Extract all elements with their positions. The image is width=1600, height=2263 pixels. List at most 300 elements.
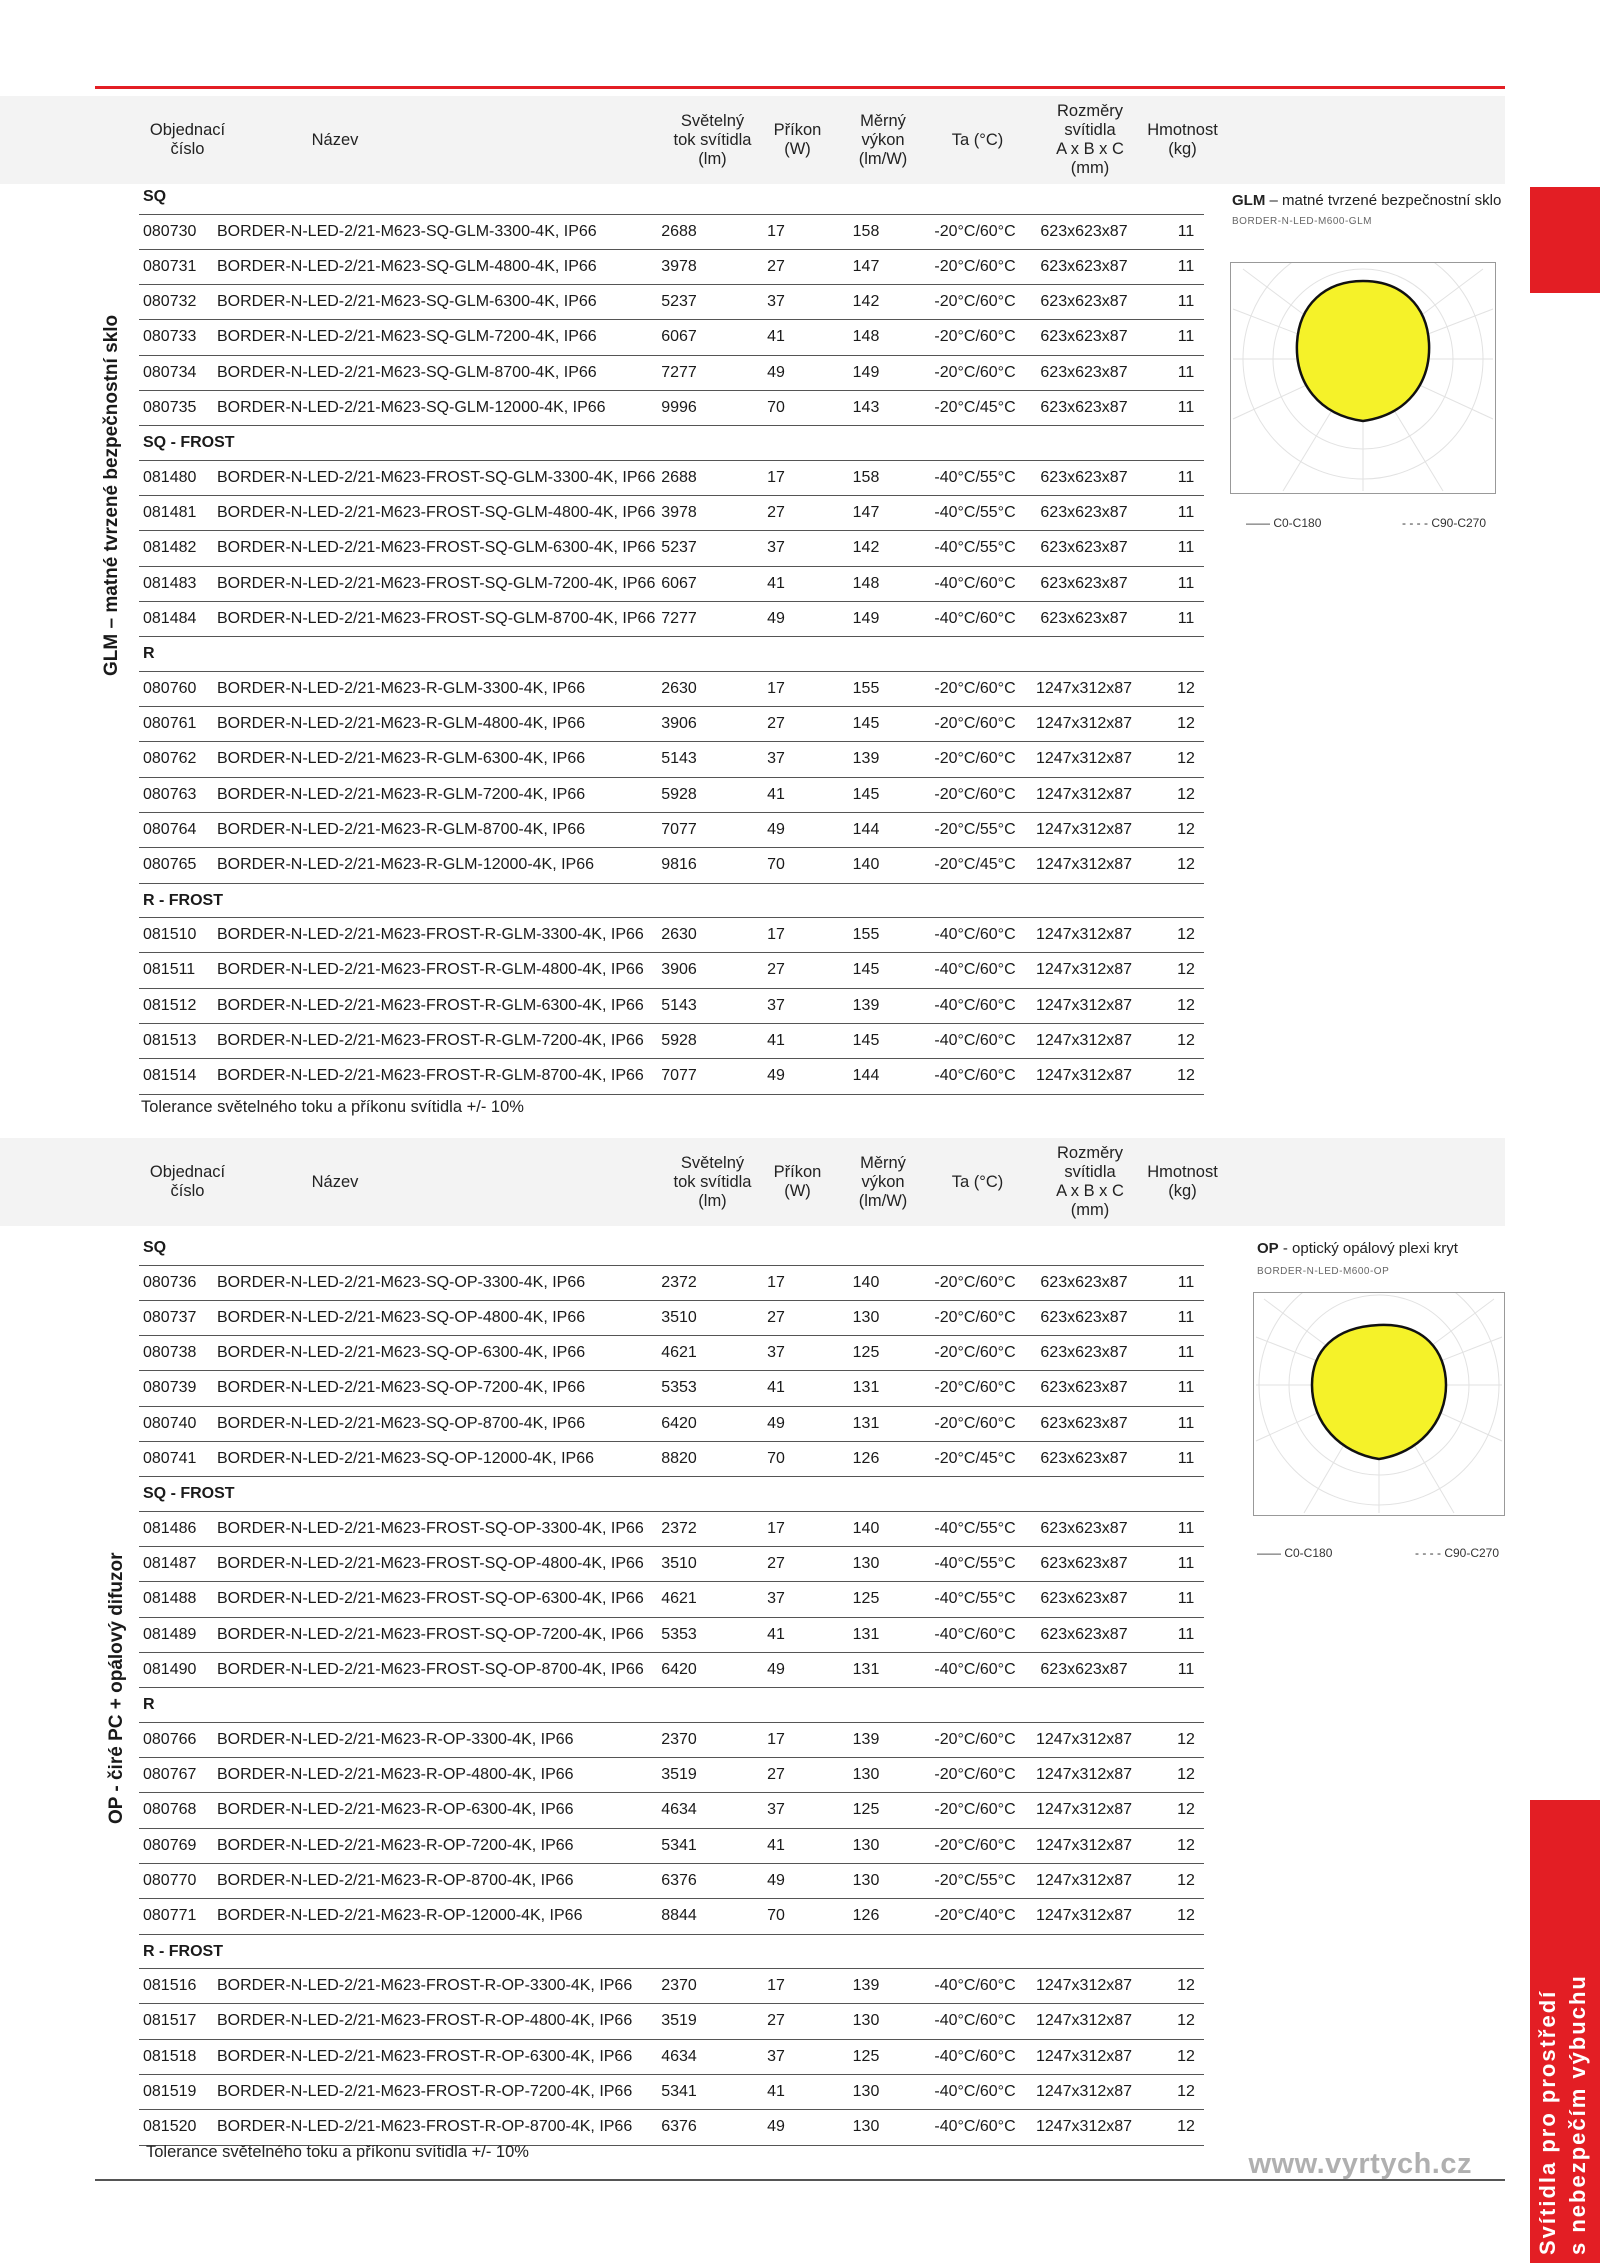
tolerance-note: Tolerance světelného toku a příkonu svítidla +/- 10% bbox=[141, 1098, 524, 1116]
ambient-temp-cell: -20°C/55°C bbox=[934, 820, 1016, 838]
efficacy-cell: 131 bbox=[852, 1414, 880, 1432]
luminous-flux-cell: 4621 bbox=[661, 1344, 697, 1362]
product-name-cell: BORDER-N-LED-2/21-M623-FROST-R-GLM-8700-4K, IP66 bbox=[217, 1067, 644, 1085]
weight-cell: 11 bbox=[1177, 1308, 1195, 1326]
dimensions-cell: 1247x312x87 bbox=[1035, 1907, 1133, 1925]
dimensions-cell: 623x623x87 bbox=[1040, 257, 1128, 275]
luminous-flux-cell: 4634 bbox=[661, 1801, 697, 1819]
weight-cell: 11 bbox=[1177, 222, 1195, 240]
luminous-flux-cell: 2370 bbox=[661, 1977, 697, 1995]
power-cell: 37 bbox=[767, 1801, 785, 1819]
efficacy-cell: 125 bbox=[852, 1590, 880, 1608]
efficacy-cell: 140 bbox=[852, 856, 880, 874]
order-code-cell: 081482 bbox=[143, 539, 197, 557]
efficacy-cell: 145 bbox=[852, 961, 880, 979]
col-ta-header: Ta (°C) bbox=[951, 1172, 1004, 1191]
efficacy-cell: 126 bbox=[852, 1907, 880, 1925]
ambient-temp-cell: -40°C/60°C bbox=[934, 926, 1016, 944]
product-name-cell: BORDER-N-LED-2/21-M623-SQ-OP-4800-4K, IP66 bbox=[217, 1308, 586, 1326]
ambient-temp-cell: -20°C/60°C bbox=[934, 1836, 1016, 1854]
product-name-cell: BORDER-N-LED-2/21-M623-FROST-SQ-OP-6300-4K, IP66 bbox=[217, 1590, 644, 1608]
power-cell: 70 bbox=[767, 1907, 785, 1925]
power-cell: 27 bbox=[767, 715, 785, 733]
table-row bbox=[139, 1301, 1204, 1336]
tolerance-note: Tolerance světelného toku a příkonu svítidla +/- 10% bbox=[146, 2143, 529, 2161]
weight-cell: 11 bbox=[1177, 1449, 1195, 1467]
dimensions-cell: 623x623x87 bbox=[1040, 1308, 1128, 1326]
table-row bbox=[139, 1864, 1204, 1899]
table-row bbox=[139, 1582, 1204, 1617]
weight-cell: 12 bbox=[1177, 2118, 1195, 2136]
order-code-cell: 080769 bbox=[143, 1836, 197, 1854]
panel-title-bold: GLM bbox=[1232, 192, 1266, 209]
power-cell: 17 bbox=[767, 926, 785, 944]
luminous-flux-cell: 5928 bbox=[661, 1031, 697, 1049]
order-code-cell: 080762 bbox=[143, 750, 197, 768]
weight-cell: 11 bbox=[1177, 257, 1195, 275]
efficacy-cell: 130 bbox=[852, 2082, 880, 2100]
power-cell: 27 bbox=[767, 1766, 785, 1784]
weight-cell: 12 bbox=[1177, 1871, 1195, 1889]
product-name-cell: BORDER-N-LED-2/21-M623-SQ-GLM-4800-4K, IP66 bbox=[217, 257, 597, 275]
power-cell: 49 bbox=[767, 1414, 785, 1432]
power-cell: 49 bbox=[767, 1871, 785, 1889]
efficacy-cell: 139 bbox=[852, 996, 880, 1014]
product-name-cell: BORDER-N-LED-2/21-M623-SQ-GLM-12000-4K, IP66 bbox=[217, 398, 606, 416]
group-header bbox=[139, 426, 1204, 461]
efficacy-cell: 149 bbox=[852, 363, 880, 381]
product-name-cell: BORDER-N-LED-2/21-M623-R-OP-6300-4K, IP66 bbox=[217, 1801, 574, 1819]
luminous-flux-cell: 5341 bbox=[661, 2082, 697, 2100]
dimensions-cell: 1247x312x87 bbox=[1035, 1801, 1133, 1819]
luminous-flux-cell: 2630 bbox=[661, 926, 697, 944]
polar-panel-glm bbox=[1232, 190, 1502, 227]
table-row bbox=[139, 953, 1204, 988]
col-efficacy-header: Měrný výkon (lm/W) bbox=[858, 111, 908, 168]
product-name-cell: BORDER-N-LED-2/21-M623-R-OP-4800-4K, IP66 bbox=[217, 1766, 574, 1784]
dimensions-cell: 623x623x87 bbox=[1040, 504, 1128, 522]
ambient-temp-cell: -40°C/60°C bbox=[934, 2082, 1016, 2100]
group-header bbox=[139, 180, 1204, 215]
table-row bbox=[139, 848, 1204, 883]
ambient-temp-cell: -20°C/60°C bbox=[934, 257, 1016, 275]
table-row bbox=[139, 989, 1204, 1024]
order-code-cell: 080763 bbox=[143, 785, 197, 803]
product-name-cell: BORDER-N-LED-2/21-M623-R-GLM-4800-4K, IP66 bbox=[217, 715, 586, 733]
power-cell: 37 bbox=[767, 1344, 785, 1362]
weight-cell: 11 bbox=[1177, 1660, 1195, 1678]
luminous-flux-cell: 7077 bbox=[661, 820, 697, 838]
table-header-op bbox=[0, 1138, 1505, 1226]
product-name-cell: BORDER-N-LED-2/21-M623-FROST-R-OP-4800-4K, IP66 bbox=[217, 2012, 633, 2030]
product-name-cell: BORDER-N-LED-2/21-M623-SQ-GLM-6300-4K, IP66 bbox=[217, 293, 597, 311]
efficacy-cell: 142 bbox=[852, 539, 880, 557]
table-row bbox=[139, 1618, 1204, 1653]
product-name-cell: BORDER-N-LED-2/21-M623-R-OP-7200-4K, IP66 bbox=[217, 1836, 574, 1854]
order-code-cell: 080761 bbox=[143, 715, 197, 733]
order-code-cell: 080740 bbox=[143, 1414, 197, 1432]
col-flux-header: Světelný tok svítidla (lm) bbox=[673, 111, 752, 168]
table-row bbox=[139, 2110, 1204, 2145]
dimensions-cell: 1247x312x87 bbox=[1035, 2118, 1133, 2136]
power-cell: 17 bbox=[767, 222, 785, 240]
product-name-cell: BORDER-N-LED-2/21-M623-SQ-GLM-7200-4K, IP66 bbox=[217, 328, 597, 346]
efficacy-cell: 130 bbox=[852, 2118, 880, 2136]
product-name-cell: BORDER-N-LED-2/21-M623-SQ-GLM-3300-4K, IP66 bbox=[217, 222, 597, 240]
luminous-flux-cell: 2688 bbox=[661, 468, 697, 486]
power-cell: 27 bbox=[767, 257, 785, 275]
luminous-flux-cell: 5353 bbox=[661, 1379, 697, 1397]
ambient-temp-cell: -20°C/45°C bbox=[934, 856, 1016, 874]
ambient-temp-cell: -20°C/60°C bbox=[934, 679, 1016, 697]
table-row bbox=[139, 1512, 1204, 1547]
weight-cell: 12 bbox=[1177, 996, 1195, 1014]
power-cell: 49 bbox=[767, 820, 785, 838]
weight-cell: 12 bbox=[1177, 785, 1195, 803]
weight-cell: 11 bbox=[1177, 504, 1195, 522]
ambient-temp-cell: -20°C/60°C bbox=[934, 1308, 1016, 1326]
side-red-tab-top bbox=[1530, 187, 1600, 293]
luminous-flux-cell: 2630 bbox=[661, 679, 697, 697]
luminous-flux-cell: 6420 bbox=[661, 1660, 697, 1678]
efficacy-cell: 144 bbox=[852, 820, 880, 838]
weight-cell: 12 bbox=[1177, 2082, 1195, 2100]
ambient-temp-cell: -40°C/60°C bbox=[934, 609, 1016, 627]
group-header bbox=[139, 637, 1204, 672]
dimensions-cell: 623x623x87 bbox=[1040, 1344, 1128, 1362]
group-header bbox=[139, 1231, 1204, 1266]
side-tab-text: Svítidla pro prostředí s nebezpečím výbuchu bbox=[1535, 1974, 1590, 2255]
efficacy-cell: 139 bbox=[852, 1977, 880, 1995]
efficacy-cell: 143 bbox=[852, 398, 880, 416]
weight-cell: 12 bbox=[1177, 1836, 1195, 1854]
col-dims-header: Rozměry svítidla A x B x C (mm) bbox=[1056, 1144, 1124, 1219]
weight-cell: 12 bbox=[1177, 1730, 1195, 1748]
table-row bbox=[139, 2004, 1204, 2039]
product-name-cell: BORDER-N-LED-2/21-M623-FROST-SQ-GLM-3300-4K, IP66 bbox=[217, 468, 656, 486]
luminous-flux-cell: 7277 bbox=[661, 609, 697, 627]
table-header-glm bbox=[0, 96, 1505, 184]
efficacy-cell: 142 bbox=[852, 293, 880, 311]
efficacy-cell: 155 bbox=[852, 926, 880, 944]
ambient-temp-cell: -40°C/55°C bbox=[934, 539, 1016, 557]
ambient-temp-cell: -40°C/55°C bbox=[934, 1519, 1016, 1537]
dimensions-cell: 623x623x87 bbox=[1040, 293, 1128, 311]
ambient-temp-cell: -40°C/60°C bbox=[934, 2047, 1016, 2065]
section-label-op: OP - čiré PC + opálový difuzor bbox=[106, 1552, 127, 1824]
table-row bbox=[139, 1899, 1204, 1934]
product-name-cell: BORDER-N-LED-2/21-M623-R-GLM-12000-4K, IP66 bbox=[217, 856, 595, 874]
table-row bbox=[139, 215, 1204, 250]
weight-cell: 12 bbox=[1177, 2047, 1195, 2065]
efficacy-cell: 145 bbox=[852, 1031, 880, 1049]
luminous-flux-cell: 5353 bbox=[661, 1625, 697, 1643]
efficacy-cell: 140 bbox=[852, 1273, 880, 1291]
dimensions-cell: 623x623x87 bbox=[1040, 1414, 1128, 1432]
dimensions-cell: 1247x312x87 bbox=[1035, 926, 1133, 944]
weight-cell: 11 bbox=[1177, 1414, 1195, 1432]
product-name-cell: BORDER-N-LED-2/21-M623-FROST-SQ-OP-4800-4K, IP66 bbox=[217, 1555, 644, 1573]
dimensions-cell: 623x623x87 bbox=[1040, 468, 1128, 486]
ambient-temp-cell: -20°C/60°C bbox=[934, 1801, 1016, 1819]
order-code-cell: 081518 bbox=[143, 2047, 197, 2065]
col-dims-header: Rozměry svítidla A x B x C (mm) bbox=[1056, 102, 1124, 177]
luminous-flux-cell: 6376 bbox=[661, 2118, 697, 2136]
product-name-cell: BORDER-N-LED-2/21-M623-SQ-OP-7200-4K, IP66 bbox=[217, 1379, 586, 1397]
order-code-cell: 080768 bbox=[143, 1801, 197, 1819]
efficacy-cell: 130 bbox=[852, 1555, 880, 1573]
weight-cell: 12 bbox=[1177, 820, 1195, 838]
ambient-temp-cell: -40°C/60°C bbox=[934, 1625, 1016, 1643]
order-code-cell: 080734 bbox=[143, 363, 197, 381]
dimensions-cell: 1247x312x87 bbox=[1035, 750, 1133, 768]
order-code-cell: 080767 bbox=[143, 1766, 197, 1784]
product-name-cell: BORDER-N-LED-2/21-M623-R-OP-8700-4K, IP66 bbox=[217, 1871, 574, 1889]
efficacy-cell: 130 bbox=[852, 1766, 880, 1784]
order-code-cell: 080733 bbox=[143, 328, 197, 346]
order-code-cell: 081488 bbox=[143, 1590, 197, 1608]
dimensions-cell: 1247x312x87 bbox=[1035, 1977, 1133, 1995]
group-title: SQ bbox=[143, 1239, 167, 1256]
power-cell: 17 bbox=[767, 468, 785, 486]
power-cell: 17 bbox=[767, 1977, 785, 1995]
table-row bbox=[139, 2040, 1204, 2075]
luminous-flux-cell: 3510 bbox=[661, 1555, 697, 1573]
efficacy-cell: 155 bbox=[852, 679, 880, 697]
dimensions-cell: 1247x312x87 bbox=[1035, 856, 1133, 874]
dimensions-cell: 623x623x87 bbox=[1040, 222, 1128, 240]
luminous-flux-cell: 5143 bbox=[661, 996, 697, 1014]
order-code-cell: 081511 bbox=[143, 961, 196, 979]
luminous-flux-cell: 6067 bbox=[661, 328, 697, 346]
group-title: SQ bbox=[143, 188, 167, 205]
ambient-temp-cell: -20°C/60°C bbox=[934, 1766, 1016, 1784]
table-row bbox=[139, 1758, 1204, 1793]
dimensions-cell: 623x623x87 bbox=[1040, 539, 1128, 557]
product-name-cell: BORDER-N-LED-2/21-M623-FROST-R-OP-6300-4K, IP66 bbox=[217, 2047, 633, 2065]
efficacy-cell: 125 bbox=[852, 1801, 880, 1819]
power-cell: 27 bbox=[767, 1555, 785, 1573]
order-code-cell: 081516 bbox=[143, 1977, 197, 1995]
order-code-cell: 081490 bbox=[143, 1660, 197, 1678]
order-code-cell: 080760 bbox=[143, 679, 197, 697]
dimensions-cell: 623x623x87 bbox=[1040, 1590, 1128, 1608]
dimensions-cell: 1247x312x87 bbox=[1035, 1730, 1133, 1748]
polar-chart-svg bbox=[1254, 1293, 1504, 1515]
weight-cell: 11 bbox=[1177, 1379, 1195, 1397]
efficacy-cell: 131 bbox=[852, 1379, 880, 1397]
col-code-header: Objednací číslo bbox=[149, 121, 226, 158]
order-code-cell: 081520 bbox=[143, 2118, 197, 2136]
ambient-temp-cell: -40°C/60°C bbox=[934, 1660, 1016, 1678]
group-header bbox=[139, 1935, 1204, 1970]
luminous-flux-cell: 2372 bbox=[661, 1519, 697, 1537]
col-power-header: Příkon (W) bbox=[773, 1163, 822, 1200]
luminous-flux-cell: 4621 bbox=[661, 1590, 697, 1608]
group-header bbox=[139, 884, 1204, 919]
ambient-temp-cell: -20°C/40°C bbox=[934, 1907, 1016, 1925]
power-cell: 41 bbox=[767, 1625, 785, 1643]
ambient-temp-cell: -20°C/60°C bbox=[934, 293, 1016, 311]
efficacy-cell: 131 bbox=[852, 1660, 880, 1678]
product-name-cell: BORDER-N-LED-2/21-M623-R-OP-3300-4K, IP66 bbox=[217, 1730, 574, 1748]
weight-cell: 12 bbox=[1177, 961, 1195, 979]
dimensions-cell: 623x623x87 bbox=[1040, 1379, 1128, 1397]
table-row bbox=[139, 1653, 1204, 1688]
efficacy-cell: 139 bbox=[852, 1730, 880, 1748]
ambient-temp-cell: -40°C/55°C bbox=[934, 1590, 1016, 1608]
ambient-temp-cell: -40°C/60°C bbox=[934, 961, 1016, 979]
ambient-temp-cell: -20°C/55°C bbox=[934, 1871, 1016, 1889]
col-flux-header: Světelný tok svítidla (lm) bbox=[673, 1153, 752, 1210]
weight-cell: 12 bbox=[1177, 1801, 1195, 1819]
luminous-flux-cell: 2688 bbox=[661, 222, 697, 240]
weight-cell: 11 bbox=[1177, 468, 1195, 486]
power-cell: 27 bbox=[767, 1308, 785, 1326]
polar-curve bbox=[1297, 281, 1429, 421]
weight-cell: 12 bbox=[1177, 926, 1195, 944]
luminous-flux-cell: 5237 bbox=[661, 293, 697, 311]
table-row bbox=[139, 918, 1204, 953]
table-row bbox=[139, 778, 1204, 813]
power-cell: 37 bbox=[767, 293, 785, 311]
efficacy-cell: 158 bbox=[852, 468, 880, 486]
table-row bbox=[139, 531, 1204, 566]
table-row bbox=[139, 602, 1204, 637]
power-cell: 37 bbox=[767, 539, 785, 557]
power-cell: 70 bbox=[767, 856, 785, 874]
product-name-cell: BORDER-N-LED-2/21-M623-FROST-SQ-GLM-8700-4K, IP66 bbox=[217, 609, 656, 627]
website-url[interactable]: www.vyrtych.cz bbox=[1248, 2148, 1472, 2180]
table-row bbox=[139, 1969, 1204, 2004]
product-name-cell: BORDER-N-LED-2/21-M623-FROST-SQ-OP-7200-4K, IP66 bbox=[217, 1625, 644, 1643]
power-cell: 41 bbox=[767, 785, 785, 803]
power-cell: 37 bbox=[767, 1590, 785, 1608]
dimensions-cell: 1247x312x87 bbox=[1035, 996, 1133, 1014]
product-name-cell: BORDER-N-LED-2/21-M623-R-GLM-6300-4K, IP66 bbox=[217, 750, 586, 768]
power-cell: 41 bbox=[767, 1379, 785, 1397]
efficacy-cell: 140 bbox=[852, 1519, 880, 1537]
product-name-cell: BORDER-N-LED-2/21-M623-FROST-SQ-GLM-7200-4K, IP66 bbox=[217, 574, 656, 592]
group-title: SQ - FROST bbox=[143, 434, 235, 452]
power-cell: 27 bbox=[767, 961, 785, 979]
power-cell: 70 bbox=[767, 1449, 785, 1467]
efficacy-cell: 125 bbox=[852, 1344, 880, 1362]
weight-cell: 11 bbox=[1177, 1555, 1195, 1573]
dimensions-cell: 1247x312x87 bbox=[1035, 820, 1133, 838]
product-name-cell: BORDER-N-LED-2/21-M623-R-OP-12000-4K, IP66 bbox=[217, 1907, 583, 1925]
weight-cell: 12 bbox=[1177, 856, 1195, 874]
power-cell: 70 bbox=[767, 398, 785, 416]
luminous-flux-cell: 2370 bbox=[661, 1730, 697, 1748]
power-cell: 17 bbox=[767, 1730, 785, 1748]
luminous-flux-cell: 9816 bbox=[661, 856, 697, 874]
order-code-cell: 081519 bbox=[143, 2082, 197, 2100]
product-name-cell: BORDER-N-LED-2/21-M623-FROST-R-OP-8700-4K, IP66 bbox=[217, 2118, 633, 2136]
weight-cell: 11 bbox=[1177, 398, 1195, 416]
product-name-cell: BORDER-N-LED-2/21-M623-R-GLM-7200-4K, IP66 bbox=[217, 785, 586, 803]
table-row bbox=[139, 1793, 1204, 1828]
ambient-temp-cell: -40°C/55°C bbox=[934, 504, 1016, 522]
table-row bbox=[139, 1336, 1204, 1371]
order-code-cell: 081481 bbox=[143, 504, 197, 522]
order-code-cell: 081487 bbox=[143, 1555, 197, 1573]
ambient-temp-cell: -20°C/60°C bbox=[934, 715, 1016, 733]
col-ta-header: Ta (°C) bbox=[951, 130, 1004, 149]
order-code-cell: 080771 bbox=[143, 1907, 197, 1925]
product-name-cell: BORDER-N-LED-2/21-M623-FROST-R-GLM-6300-4K, IP66 bbox=[217, 996, 644, 1014]
order-code-cell: 080732 bbox=[143, 293, 197, 311]
power-cell: 27 bbox=[767, 2012, 785, 2030]
product-name-cell: BORDER-N-LED-2/21-M623-SQ-OP-12000-4K, IP66 bbox=[217, 1449, 595, 1467]
dimensions-cell: 623x623x87 bbox=[1040, 398, 1128, 416]
polar-curve bbox=[1312, 1325, 1446, 1459]
order-code-cell: 080738 bbox=[143, 1344, 197, 1362]
weight-cell: 11 bbox=[1177, 1625, 1195, 1643]
table-row bbox=[139, 1829, 1204, 1864]
ambient-temp-cell: -40°C/60°C bbox=[934, 996, 1016, 1014]
weight-cell: 11 bbox=[1177, 293, 1195, 311]
legend-dashed: - - - - C90-C270 bbox=[1402, 516, 1487, 530]
power-cell: 37 bbox=[767, 750, 785, 768]
efficacy-cell: 130 bbox=[852, 1836, 880, 1854]
dimensions-cell: 623x623x87 bbox=[1040, 574, 1128, 592]
dimensions-cell: 1247x312x87 bbox=[1035, 1871, 1133, 1889]
efficacy-cell: 139 bbox=[852, 750, 880, 768]
dimensions-cell: 623x623x87 bbox=[1040, 1660, 1128, 1678]
dimensions-cell: 1247x312x87 bbox=[1035, 961, 1133, 979]
efficacy-cell: 130 bbox=[852, 1871, 880, 1889]
table-row bbox=[139, 1547, 1204, 1582]
ambient-temp-cell: -20°C/60°C bbox=[934, 1273, 1016, 1291]
product-name-cell: BORDER-N-LED-2/21-M623-FROST-R-OP-3300-4K, IP66 bbox=[217, 1977, 633, 1995]
power-cell: 41 bbox=[767, 1031, 785, 1049]
table-row bbox=[139, 250, 1204, 285]
luminous-flux-cell: 5928 bbox=[661, 785, 697, 803]
order-code-cell: 081512 bbox=[143, 996, 197, 1014]
polar-panel-op bbox=[1257, 1238, 1517, 1277]
dimensions-cell: 623x623x87 bbox=[1040, 1555, 1128, 1573]
ambient-temp-cell: -20°C/60°C bbox=[934, 363, 1016, 381]
ambient-temp-cell: -20°C/60°C bbox=[934, 1414, 1016, 1432]
power-cell: 49 bbox=[767, 363, 785, 381]
table-row bbox=[139, 496, 1204, 531]
panel-title-bold: OP bbox=[1257, 1240, 1279, 1257]
power-cell: 17 bbox=[767, 1519, 785, 1537]
efficacy-cell: 126 bbox=[852, 1449, 880, 1467]
luminous-flux-cell: 5341 bbox=[661, 1836, 697, 1854]
table-row bbox=[139, 461, 1204, 496]
col-name-header: Název bbox=[311, 130, 359, 149]
power-cell: 17 bbox=[767, 1273, 785, 1291]
power-cell: 27 bbox=[767, 504, 785, 522]
power-cell: 41 bbox=[767, 574, 785, 592]
luminous-flux-cell: 7077 bbox=[661, 1067, 697, 1085]
product-name-cell: BORDER-N-LED-2/21-M623-FROST-SQ-GLM-4800-4K, IP66 bbox=[217, 504, 656, 522]
group-header bbox=[139, 1688, 1204, 1723]
weight-cell: 11 bbox=[1177, 363, 1195, 381]
table-row bbox=[139, 320, 1204, 355]
order-code-cell: 081514 bbox=[143, 1067, 197, 1085]
table-row bbox=[139, 2075, 1204, 2110]
efficacy-cell: 147 bbox=[852, 504, 880, 522]
group-title: R bbox=[143, 645, 155, 663]
weight-cell: 11 bbox=[1177, 1519, 1195, 1537]
table-row bbox=[139, 1442, 1204, 1477]
luminous-flux-cell: 6420 bbox=[661, 1414, 697, 1432]
dimensions-cell: 1247x312x87 bbox=[1035, 715, 1133, 733]
weight-cell: 11 bbox=[1177, 328, 1195, 346]
